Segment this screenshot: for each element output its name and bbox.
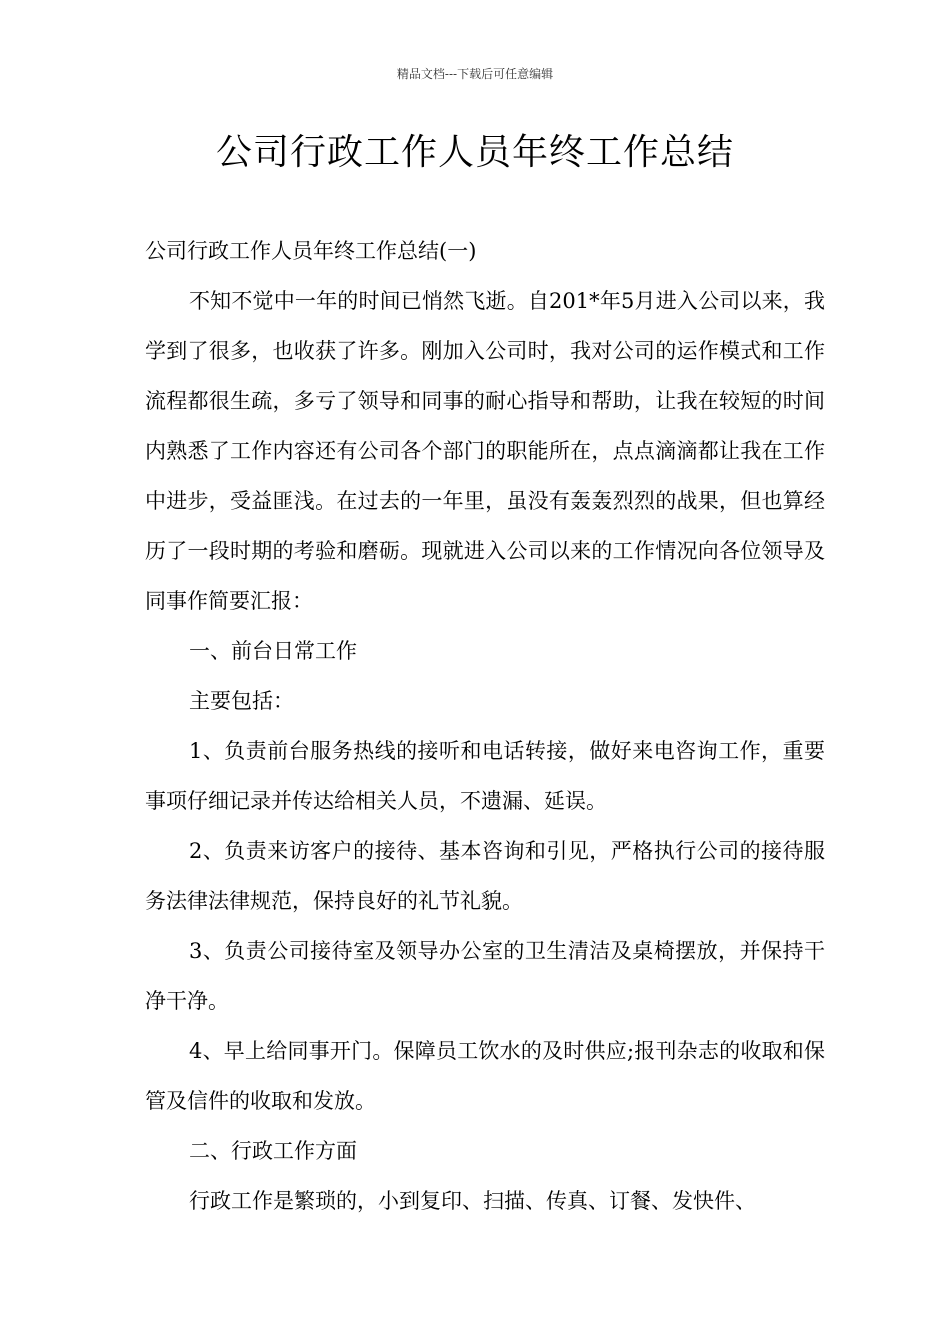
paragraph-intro: 不知不觉中一年的时间已悄然飞逝。自201*年5月进入公司以来，我学到了很多，也收获了许多。刚加入公司时，我对公司的运作模式和工作流程都很生疏，多亏了领导和同事的耐心指导和帮助，让我在较短的时间内熟悉了工作内容还有公司各个部门的职能所在，点点滴滴都让我在工作中进步，受益匪浅。在过去的一年里，虽没有轰轰烈烈的战果，但也算经历了一段时期的考验和磨砺。现就进入公司以来的工作情况向各位领导及同事作简要汇报： bbox=[145, 289, 825, 613]
list-item-1: 1、负责前台服务热线的接听和电话转接，做好来电咨询工作，重要事项仔细记录并传达给相关人员，不遗漏、延误。 bbox=[145, 739, 825, 813]
list-item-2: 2、负责来访客户的接待、基本咨询和引见，严格执行公司的接待服务法律法律规范，保持良好的礼节礼貌。 bbox=[145, 839, 825, 913]
header-note: 精品文档---下载后可任意编辑 bbox=[396, 67, 554, 81]
section-subtitle: 公司行政工作人员年终工作总结(一) bbox=[145, 239, 477, 263]
document-body bbox=[145, 226, 825, 1226]
list-item-4: 4、早上给同事开门。保障员工饮水的及时供应;报刊杂志的收取和保管及信件的收取和发放。 bbox=[145, 1039, 825, 1113]
section-heading-admin: 二、行政工作方面 bbox=[189, 1139, 357, 1163]
paragraph-admin-work: 行政工作是繁琐的，小到复印、扫描、传真、订餐、发快件、 bbox=[189, 1189, 756, 1213]
paragraph-main-includes: 主要包括： bbox=[189, 689, 294, 713]
document-title: 公司行政工作人员年终工作总结 bbox=[215, 132, 734, 173]
list-item-3: 3、负责公司接待室及领导办公室的卫生清洁及桌椅摆放，并保持干净干净。 bbox=[145, 939, 825, 1013]
section-heading-front-desk: 一、前台日常工作 bbox=[189, 639, 357, 663]
